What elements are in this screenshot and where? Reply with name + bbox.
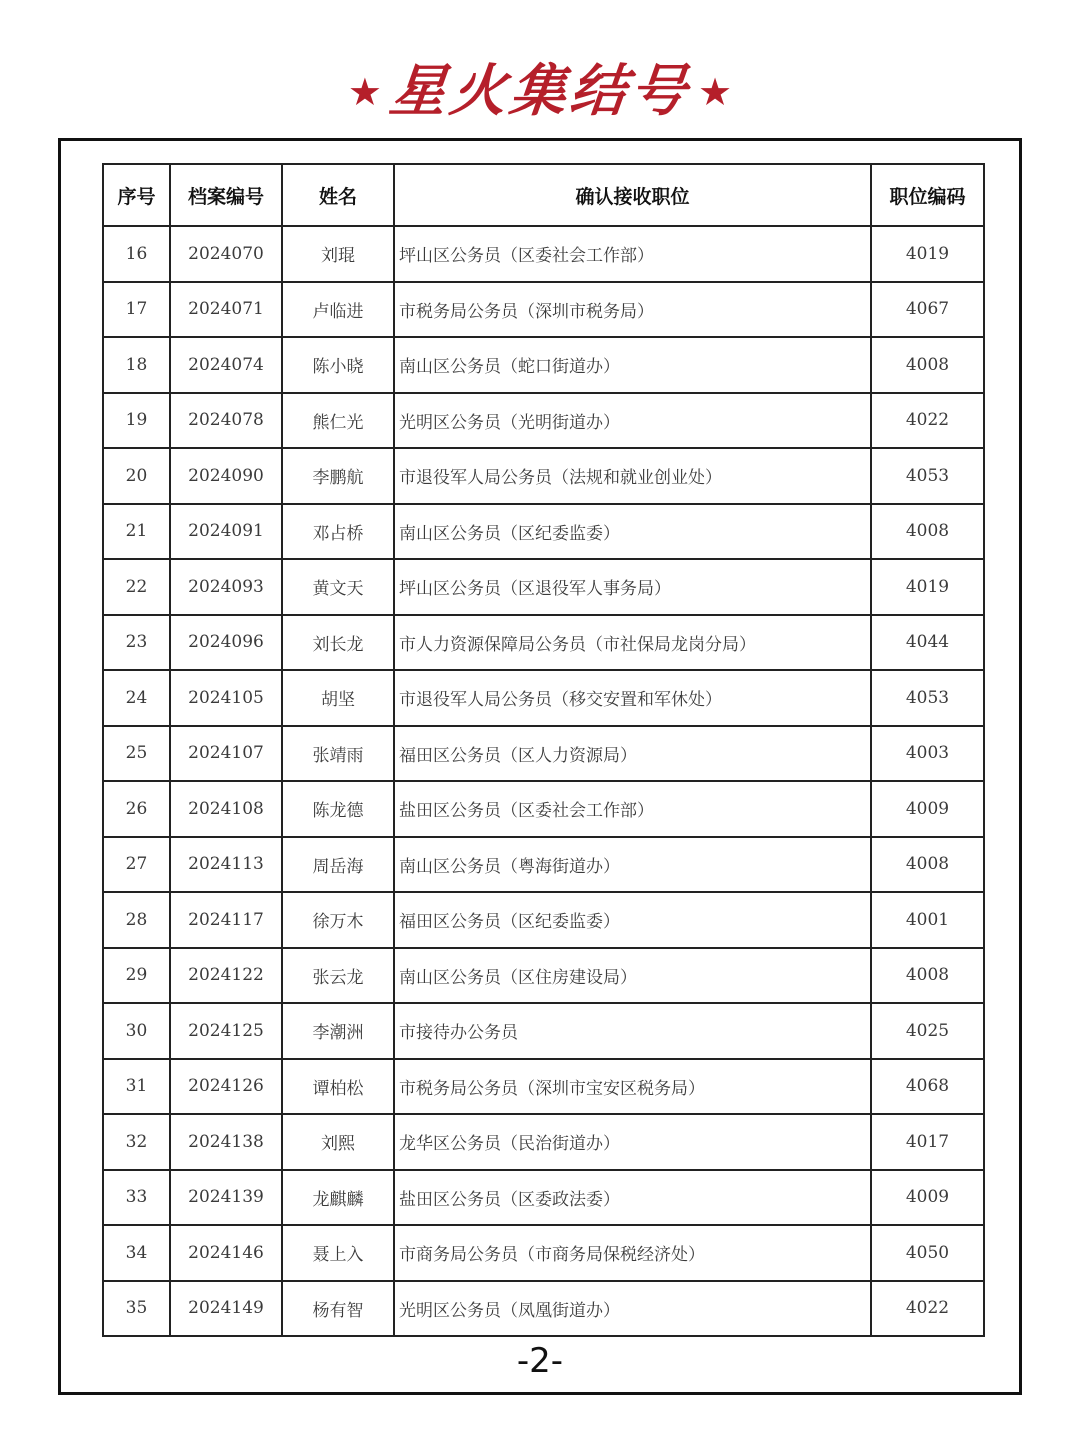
cell-code: 4068	[871, 1059, 984, 1115]
cell-code: 4008	[871, 504, 984, 560]
column-header-file-no: 档案编号	[170, 164, 282, 226]
cell-code: 4019	[871, 226, 984, 282]
cell-code: 4009	[871, 1170, 984, 1226]
cell-position: 南山区公务员（区纪委监委）	[394, 504, 871, 560]
table-row	[103, 726, 984, 782]
cell-code: 4022	[871, 1281, 984, 1337]
cell-name: 张靖雨	[282, 726, 394, 782]
cell-position: 光明区公务员（光明街道办）	[394, 393, 871, 449]
table-row	[103, 1003, 984, 1059]
cell-name: 聂上入	[282, 1225, 394, 1281]
brand-header	[0, 52, 1080, 132]
cell-seq: 31	[103, 1059, 170, 1115]
cell-name: 陈小晓	[282, 337, 394, 393]
cell-name: 杨有智	[282, 1281, 394, 1337]
cell-code: 4025	[871, 1003, 984, 1059]
cell-position: 光明区公务员（凤凰街道办）	[394, 1281, 871, 1337]
cell-position: 市税务局公务员（深圳市税务局）	[394, 282, 871, 338]
cell-code: 4022	[871, 393, 984, 449]
cell-name: 卢临进	[282, 282, 394, 338]
cell-code: 4050	[871, 1225, 984, 1281]
cell-name: 陈龙德	[282, 781, 394, 837]
cell-position: 市人力资源保障局公务员（市社保局龙岗分局）	[394, 615, 871, 671]
cell-name: 谭柏松	[282, 1059, 394, 1115]
cell-file-no: 2024113	[170, 837, 282, 893]
cell-name: 刘熙	[282, 1114, 394, 1170]
cell-name: 张云龙	[282, 948, 394, 1004]
cell-position: 盐田区公务员（区委社会工作部）	[394, 781, 871, 837]
page-number: -2-	[516, 1341, 564, 1381]
cell-file-no: 2024139	[170, 1170, 282, 1226]
table-row	[103, 1059, 984, 1115]
cell-seq: 27	[103, 837, 170, 893]
cell-seq: 22	[103, 559, 170, 615]
cell-code: 4008	[871, 337, 984, 393]
table-body	[103, 226, 984, 1336]
table-row	[103, 337, 984, 393]
cell-seq: 23	[103, 615, 170, 671]
column-header-code: 职位编码	[871, 164, 984, 226]
cell-name: 黄文天	[282, 559, 394, 615]
cell-position: 福田区公务员（区人力资源局）	[394, 726, 871, 782]
cell-file-no: 2024138	[170, 1114, 282, 1170]
cell-seq: 20	[103, 448, 170, 504]
cell-file-no: 2024107	[170, 726, 282, 782]
table-row	[103, 948, 984, 1004]
cell-seq: 17	[103, 282, 170, 338]
cell-seq: 35	[103, 1281, 170, 1337]
column-header-seq: 序号	[103, 164, 170, 226]
table-row	[103, 448, 984, 504]
cell-position: 市退役军人局公务员（法规和就业创业处）	[394, 448, 871, 504]
cell-position: 坪山区公务员（区委社会工作部）	[394, 226, 871, 282]
table-row	[103, 559, 984, 615]
table-row	[103, 837, 984, 893]
cell-position: 龙华区公务员（民治街道办）	[394, 1114, 871, 1170]
table-row	[103, 226, 984, 282]
cell-position: 坪山区公务员（区退役军人事务局）	[394, 559, 871, 615]
cell-seq: 18	[103, 337, 170, 393]
cell-seq: 34	[103, 1225, 170, 1281]
cell-name: 龙麒麟	[282, 1170, 394, 1226]
cell-seq: 24	[103, 670, 170, 726]
cell-code: 4003	[871, 726, 984, 782]
cell-position: 南山区公务员（粤海街道办）	[394, 837, 871, 893]
cell-code: 4053	[871, 670, 984, 726]
cell-position: 南山区公务员（蛇口街道办）	[394, 337, 871, 393]
cell-file-no: 2024108	[170, 781, 282, 837]
table-row	[103, 670, 984, 726]
column-header-position: 确认接收职位	[394, 164, 871, 226]
cell-file-no: 2024126	[170, 1059, 282, 1115]
table-row	[103, 504, 984, 560]
cell-file-no: 2024093	[170, 559, 282, 615]
cell-seq: 30	[103, 1003, 170, 1059]
cell-seq: 25	[103, 726, 170, 782]
cell-seq: 32	[103, 1114, 170, 1170]
cell-name: 李鹏航	[282, 448, 394, 504]
column-header-name: 姓名	[282, 164, 394, 226]
cell-name: 李潮洲	[282, 1003, 394, 1059]
cell-file-no: 2024122	[170, 948, 282, 1004]
cell-position: 市退役军人局公务员（移交安置和军休处）	[394, 670, 871, 726]
cell-file-no: 2024125	[170, 1003, 282, 1059]
cell-file-no: 2024091	[170, 504, 282, 560]
cell-file-no: 2024117	[170, 892, 282, 948]
cell-position: 盐田区公务员（区委政法委）	[394, 1170, 871, 1226]
cell-name: 刘长龙	[282, 615, 394, 671]
cell-code: 4053	[871, 448, 984, 504]
table-header-row	[103, 164, 984, 226]
table-row	[103, 1114, 984, 1170]
cell-seq: 29	[103, 948, 170, 1004]
cell-file-no: 2024146	[170, 1225, 282, 1281]
table-row	[103, 282, 984, 338]
cell-position: 福田区公务员（区纪委监委）	[394, 892, 871, 948]
cell-file-no: 2024090	[170, 448, 282, 504]
cell-file-no: 2024070	[170, 226, 282, 282]
cell-name: 邓占桥	[282, 504, 394, 560]
table-row	[103, 393, 984, 449]
table-row	[103, 892, 984, 948]
cell-code: 4044	[871, 615, 984, 671]
cell-seq: 28	[103, 892, 170, 948]
brand-title: 星火集结号	[386, 59, 694, 124]
cell-seq: 33	[103, 1170, 170, 1226]
cell-position: 南山区公务员（区住房建设局）	[394, 948, 871, 1004]
table-row	[103, 615, 984, 671]
star-right-icon: ★	[698, 70, 733, 114]
cell-name: 胡坚	[282, 670, 394, 726]
cell-seq: 16	[103, 226, 170, 282]
cell-code: 4067	[871, 282, 984, 338]
cell-code: 4008	[871, 837, 984, 893]
cell-position: 市商务局公务员（市商务局保税经济处）	[394, 1225, 871, 1281]
cell-code: 4009	[871, 781, 984, 837]
table-row	[103, 1281, 984, 1337]
cell-code: 4008	[871, 948, 984, 1004]
cell-file-no: 2024096	[170, 615, 282, 671]
cell-seq: 21	[103, 504, 170, 560]
table-row	[103, 1170, 984, 1226]
cell-file-no: 2024071	[170, 282, 282, 338]
cell-name: 周岳海	[282, 837, 394, 893]
cell-name: 刘琨	[282, 226, 394, 282]
cell-file-no: 2024149	[170, 1281, 282, 1337]
table-row	[103, 1225, 984, 1281]
star-left-icon: ★	[347, 70, 382, 114]
cell-code: 4001	[871, 892, 984, 948]
cell-file-no: 2024078	[170, 393, 282, 449]
cell-position: 市接待办公务员	[394, 1003, 871, 1059]
cell-code: 4017	[871, 1114, 984, 1170]
cell-file-no: 2024105	[170, 670, 282, 726]
roster-table	[102, 163, 985, 1337]
cell-name: 熊仁光	[282, 393, 394, 449]
cell-seq: 26	[103, 781, 170, 837]
cell-file-no: 2024074	[170, 337, 282, 393]
table-row	[103, 781, 984, 837]
cell-position: 市税务局公务员（深圳市宝安区税务局）	[394, 1059, 871, 1115]
cell-code: 4019	[871, 559, 984, 615]
cell-seq: 19	[103, 393, 170, 449]
cell-name: 徐万木	[282, 892, 394, 948]
